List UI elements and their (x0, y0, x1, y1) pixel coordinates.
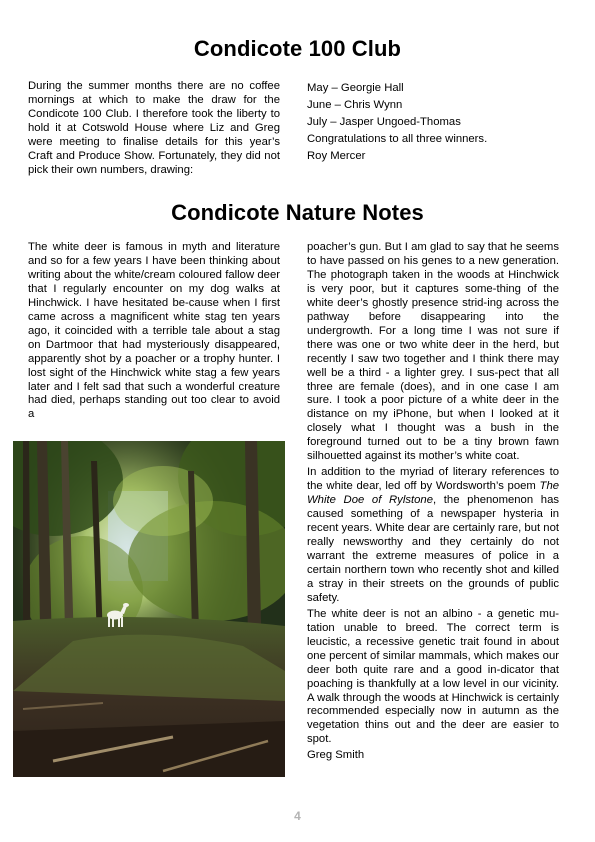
club-results-column (307, 80, 565, 165)
nature-paragraph-literary (307, 466, 559, 606)
winner-may: May – Georgie Hall (307, 82, 404, 94)
nature-left-column (28, 241, 280, 422)
nature-intro-paragraph: The white deer is famous in myth and literature and so for a few years I have been thinking about writing about the white/cream coloured fallow deer that I regularly encounter on my dog walks at Hinchwick. I have hesitated be-cause when I first came across a magnificent white stag ten years ago, it coincided with a terrible tale about a stag on Dartmoor that had mysteriously disappeared, apparently shot by a poacher or a trophy hunter. I lost sight of the Hinchwick white stag a few years later and I felt sad that such a wonderful creature had died, perhaps standing out too clear to avoid a (28, 241, 280, 421)
page-number: 4 (294, 809, 301, 823)
nature-title: Condicote Nature Notes (171, 200, 424, 225)
winner-july: July – Jasper Ungoed-Thomas (307, 116, 461, 129)
nature-author: Greg Smith (307, 749, 365, 762)
club-title: Condicote 100 Club (193, 36, 402, 61)
winner-june: June – Chris Wynn (307, 99, 403, 112)
nature-right-column (307, 241, 559, 763)
poem-title: The White Doe of Rylstone (307, 480, 560, 507)
white-deer-photo (13, 441, 285, 777)
nature-paragraph-leucistic: The white deer is not an albino - a genetic mu-tation unable to breed. The correct term is leucistic, a recessive genetic trait found in about one percent of similar mammals, which makes our deer both quite rare and a good in-dicator that poaching is thankfully at a low level in our vicinity. A walk through the woods at Hinchwick is certainly recommended especially now in autumn as the vegetation thins out and the deer are easier to spot. (307, 607, 559, 746)
club-intro-column (28, 80, 280, 178)
nature-paragraph-continued: poacher’s gun. But I am glad to say that he seems to have passed on his genes to a new generation. The photograph taken in the woods at Hinchwick is very poor, but it captures some-thing of the white deer’s ghostly presence strid-ing across the pathway before disappearing into the undergrowth. For a long time I was not sure if there was one or two white deer in the herd, but recently I saw two together and I think there may well be a third - a lighter grey. I sus-pect that all three are female (does), and in one case I am sure. I took a poor picture of a white deer in the distance on my iPhone, but when I looked at it closely what I thought was a bush in the foreground turned out to be a tiny brown fawn silhouetted against its mother’s white coat. (307, 241, 559, 463)
club-author: Roy Mercer (307, 150, 366, 163)
congratulations-line: Congratulations to all three winners. (307, 133, 488, 146)
club-intro-paragraph: During the summer months there are no coffee mornings at which to make the draw for the Condicote 100 Club. I therefore took the liberty to hold it at Cotswold House where Liz and Greg were meeting to finalise details for this year’s Craft and Produce Show. Fortunately, they did not pick their own numbers, drawing: (28, 80, 280, 176)
literary-text-after: , the phenomenon has caused something of a newspaper hysteria in recent years. White dear are certainly rare, but not really newsworthy and they certainly do not warrant the extreme measures of police in a certain northern town who recently shot and killed a stray in their streets on the grounds of public safety. (307, 494, 559, 604)
literary-text-before: In addition to the myriad of literary references to the white dear, led off by Wordsworth’s poem (307, 466, 559, 493)
